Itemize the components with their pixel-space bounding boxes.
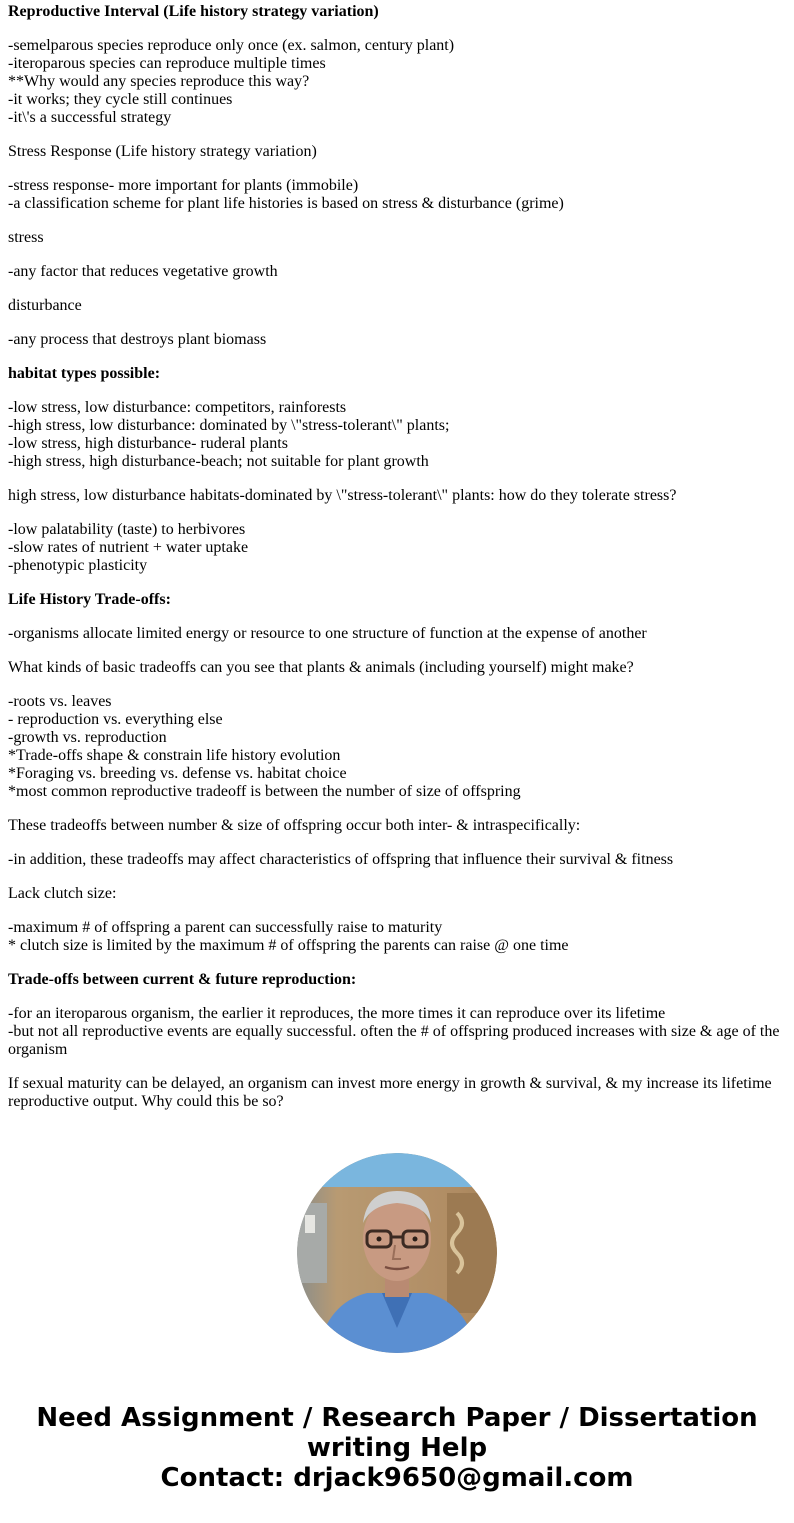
paragraph: [8, 399, 786, 471]
text-line: *most common reproductive tradeoff is between the number of size of offspring: [8, 783, 521, 800]
text-line: These tradeoffs between number & size of offspring occur both inter- & intraspecifically:: [8, 817, 581, 834]
text-line: -for an iteroparous organism, the earlier it reproduces, the more times it can reproduce over its lifetime: [8, 1005, 666, 1022]
paragraph: [8, 885, 786, 903]
text-line: -low stress, high disturbance- ruderal plants: [8, 435, 288, 452]
text-line: stress: [8, 229, 44, 246]
paragraph: [8, 263, 786, 281]
text-line: Stress Response (Life history strategy variation): [8, 143, 317, 160]
paragraph: [8, 851, 786, 869]
text-line: -slow rates of nutrient + water uptake: [8, 539, 249, 556]
text-line: -any factor that reduces vegetative growth: [8, 263, 278, 280]
text-line: -but not all reproductive events are equally successful. often the # of offspring produced increases with size & age of the organism: [8, 1023, 780, 1058]
text-line: -it works; they cycle still continues: [8, 91, 233, 108]
text-line: * clutch size is limited by the maximum # of offspring the parents can raise @ one time: [8, 937, 569, 954]
section-heading: [8, 3, 786, 21]
paragraph: [8, 817, 786, 835]
text-line: -a classification scheme for plant life histories is based on stress & disturbance (grime): [8, 195, 564, 212]
section-heading: [8, 365, 786, 383]
text-line: disturbance: [8, 297, 82, 314]
text-line: **Why would any species reproduce this way?: [8, 73, 310, 90]
paragraph: [8, 331, 786, 349]
section-heading: [8, 971, 786, 989]
author-photo: [297, 1153, 497, 1353]
portrait-image: [297, 1153, 497, 1353]
paragraph: [8, 1075, 786, 1111]
text-line: *Foraging vs. breeding vs. defense vs. habitat choice: [8, 765, 347, 782]
text-line: -organisms allocate limited energy or resource to one structure of function at the expense of another: [8, 625, 647, 642]
text-line: If sexual maturity can be delayed, an organism can invest more energy in growth & survival, & my increase its lifetime reproductive output. Why could this be so?: [8, 1075, 772, 1110]
paragraph: [8, 37, 786, 127]
paragraph: [8, 177, 786, 213]
text-line: *Trade-offs shape & constrain life history evolution: [8, 747, 341, 764]
text-line: -any process that destroys plant biomass: [8, 331, 267, 348]
paragraph: [8, 693, 786, 801]
paragraph: [8, 521, 786, 575]
text-line: -low stress, low disturbance: competitors, rainforests: [8, 399, 347, 416]
text-line: -roots vs. leaves: [8, 693, 112, 710]
paragraph: [8, 487, 786, 505]
text-line: -semelparous species reproduce only once (ex. salmon, century plant): [8, 37, 455, 54]
text-line: -stress response- more important for plants (immobile): [8, 177, 359, 194]
text-line: -low palatability (taste) to herbivores: [8, 521, 246, 538]
section-heading: [8, 591, 786, 609]
text-line: high stress, low disturbance habitats-dominated by \"stress-tolerant\" plants: how do they tolerate stress?: [8, 487, 677, 504]
banner-line-3: Contact: drjack9650@gmail.com: [160, 1463, 634, 1493]
paragraph: [8, 919, 786, 955]
paragraph: [8, 659, 786, 677]
text-line: Lack clutch size:: [8, 885, 117, 902]
document-body: [8, 3, 786, 1127]
banner-line-2: writing Help: [306, 1433, 488, 1463]
text-line: Trade-offs between current & future reproduction:: [8, 971, 357, 988]
text-line: habitat types possible:: [8, 365, 161, 382]
paragraph: [8, 1005, 786, 1059]
paragraph: [8, 297, 786, 315]
paragraph: [8, 143, 786, 161]
text-line: -iteroparous species can reproduce multiple times: [8, 55, 326, 72]
text-line: Life History Trade-offs:: [8, 591, 171, 608]
contact-banner: [0, 1403, 794, 1493]
paragraph: [8, 229, 786, 247]
text-line: -high stress, low disturbance: dominated by \"stress-tolerant\" plants;: [8, 417, 450, 434]
text-line: What kinds of basic tradeoffs can you see that plants & animals (including yourself) might make?: [8, 659, 634, 676]
text-line: -phenotypic plasticity: [8, 557, 148, 574]
text-line: -high stress, high disturbance-beach; not suitable for plant growth: [8, 453, 429, 470]
text-line: Reproductive Interval (Life history strategy variation): [8, 3, 379, 20]
banner-line-1: Need Assignment / Research Paper / Dissertation: [36, 1403, 758, 1433]
paragraph: [8, 625, 786, 643]
text-line: -it\'s a successful strategy: [8, 109, 172, 126]
text-line: -in addition, these tradeoffs may affect characteristics of offspring that influence their survival & fitness: [8, 851, 674, 868]
text-line: - reproduction vs. everything else: [8, 711, 223, 728]
text-line: -growth vs. reproduction: [8, 729, 167, 746]
text-line: -maximum # of offspring a parent can successfully raise to maturity: [8, 919, 443, 936]
